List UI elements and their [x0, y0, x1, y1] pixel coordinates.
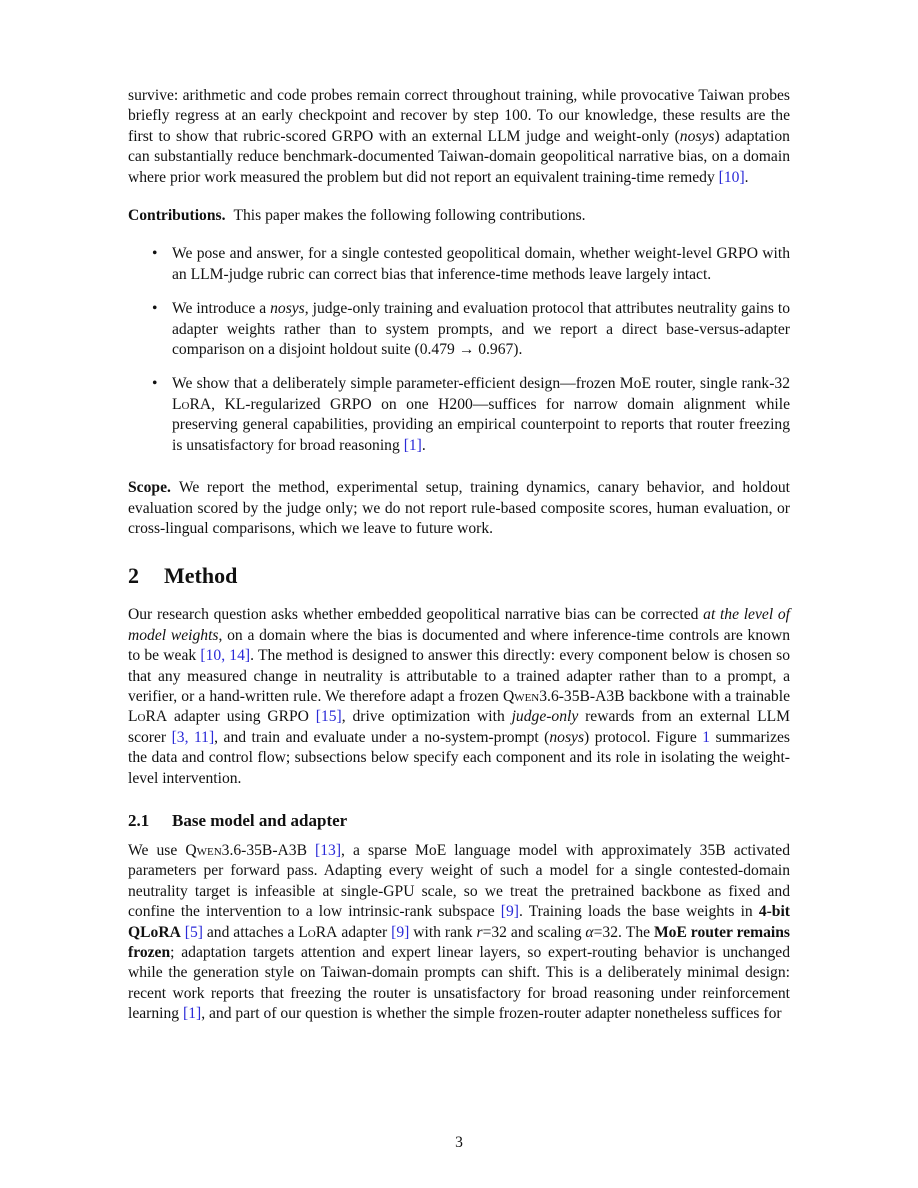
- section-heading: [128, 563, 790, 589]
- citation-link[interactable]: [1]: [403, 436, 422, 454]
- citation-link[interactable]: [13]: [315, 841, 342, 859]
- list-item: • We introduce a nosys, judge-only training and evaluation protocol that attributes neutrality gains to adapter weights rather than to system prompts, and we report a direct base-versus-adapter comparison on a disjoint holdout suite (0.479 → 0.967).: [152, 300, 790, 359]
- subsection-title: Base model and adapter: [172, 810, 348, 830]
- contributions-paragraph: [128, 206, 790, 226]
- citation-link[interactable]: [10]: [718, 168, 745, 186]
- bullet-icon: •: [152, 300, 158, 318]
- citation-link[interactable]: [1]: [183, 1005, 202, 1023]
- contributions-intro: This paper makes the following following contributions.: [233, 207, 586, 225]
- bullet-icon: •: [152, 375, 158, 393]
- page-number: 3: [455, 1134, 463, 1151]
- section-title: Method: [164, 563, 238, 589]
- citation-link[interactable]: [10, 14]: [200, 647, 251, 665]
- figure-link[interactable]: 1: [702, 728, 711, 746]
- citation-link[interactable]: [15]: [315, 708, 342, 726]
- list-item: • We pose and answer, for a single contested geopolitical domain, whether weight-level GRPO with an LLM-judge rubric can correct bias that inference-time methods leave largely intact.: [152, 245, 790, 283]
- citation-link[interactable]: [9]: [500, 903, 519, 921]
- citation-link[interactable]: [5]: [184, 923, 203, 941]
- scope-heading: Scope.: [128, 479, 171, 497]
- base-model-paragraph: We use Qwen3.6-35B-A3B [13], a sparse MoE language model with approximately 35B activated parameters per forward pass. Adapting every weight of such a model for a single contested-domain neutrality target is infeasible at single-GPU scale, so we treat the pretrained backbone as fixed and confine the intervention to a low intrinsic-rank subspace [9]. Training loads the base weights in 4-bit QLoRA [5] and attaches a LoRA adapter [9] with rank r=32 and scaling α=32. The MoE router remains frozen; adaptation targets attention and expert linear layers, so expert-routing behavior is unchanged while the generation style on Taiwan-domain prompts can shift. This is a deliberately minimal design: recent work reports that freezing the router is unsatisfactory for broad reasoning under reinforcement learning [1], and part of our question is whether the simple frozen-router adapter nonetheless suffices for: [128, 841, 790, 1023]
- text-column: [128, 86, 790, 1025]
- section-number: 2: [128, 563, 139, 589]
- subsection-number: 2.1: [128, 810, 150, 830]
- subsection-heading: [128, 811, 790, 831]
- scope-paragraph: Scope. We report the method, experimental setup, training dynamics, canary behavior, and holdout evaluation scored by the judge only; we do not report rule-based composite scores, human evaluation, or cross-lingual comparisons, which we leave to future work.: [128, 479, 790, 537]
- contributions-heading: Contributions.: [128, 207, 226, 225]
- intro-closing-paragraph: survive: arithmetic and code probes remain correct throughout training, while provocative Taiwan probes briefly regress at an early checkpoint and recover by step 100. To our knowledge, these results are the first to show that rubric-scored GRPO with an external LLM judge and weight-only (nosys) adaptation can substantially reduce benchmark-documented Taiwan-domain geopolitical narrative bias, on a domain where prior work measured the problem but did not report an equivalent training-time remedy [10].: [128, 87, 790, 186]
- citation-link[interactable]: [9]: [391, 923, 410, 941]
- bullet-icon: •: [152, 245, 158, 263]
- contributions-list: [128, 244, 790, 456]
- citation-link[interactable]: [3, 11]: [171, 728, 215, 746]
- method-paragraph: Our research question asks whether embedded geopolitical narrative bias can be corrected at the level of model weights, on a domain where the bias is documented and where inference-time controls are known to be weak [10, 14]. The method is designed to answer this directly: every component below is chosen so that any measured change in neutrality is attributable to a trained adapter rather than to a prompt, a verifier, or a hand-written rule. We therefore adapt a frozen Qwen3.6-35B-A3B backbone with a trainable LoRA adapter using GRPO [15], drive optimization with judge-only rewards from an external LLM scorer [3, 11], and train and evaluate under a no-system-prompt (nosys) protocol. Figure 1 summarizes the data and control flow; subsections below specify each component and its role in isolating the weight-level intervention.: [128, 606, 790, 787]
- list-item: • We show that a deliberately simple parameter-efficient design—frozen MoE router, single rank-32 LoRA, KL-regularized GRPO on one H200—suffices for narrow domain alignment while preserving general capabilities, providing an empirical counterpoint to reports that router freezing is unsatisfactory for broad reasoning [1].: [152, 375, 790, 454]
